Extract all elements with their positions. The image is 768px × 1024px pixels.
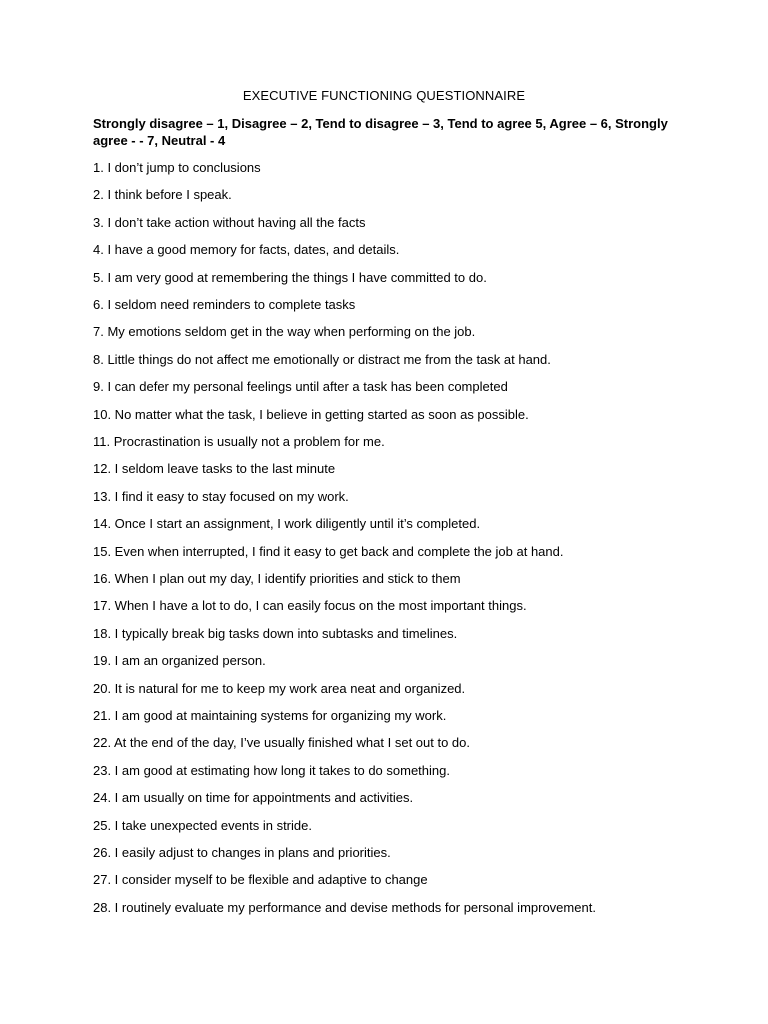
question-item: 11. Procrastination is usually not a problem for me. — [93, 434, 385, 449]
question-item: 18. I typically break big tasks down into subtasks and timelines. — [93, 625, 458, 641]
question-item: 13. I find it easy to stay focused on my work. — [93, 488, 349, 504]
question-item: 4. I have a good memory for facts, dates, and details. — [93, 242, 400, 258]
document-title: EXECUTIVE FUNCTIONING QUESTIONNAIRE — [242, 88, 526, 103]
question-item: 25. I take unexpected events in stride. — [93, 817, 312, 833]
question-item: 12. I seldom leave tasks to the last minute — [93, 461, 336, 477]
question-item: 1. I don’t jump to conclusions — [93, 160, 261, 175]
question-item: 2. I think before I speak. — [93, 187, 232, 203]
question-item: 15. Even when interrupted, I find it easy to get back and complete the job at hand. — [93, 543, 564, 559]
question-item: 19. I am an organized person. — [93, 653, 266, 669]
question-item: 3. I don’t take action without having all the facts — [93, 214, 366, 230]
question-item: 17. When I have a lot to do, I can easily focus on the most important things. — [93, 598, 527, 614]
question-item: 14. Once I start an assignment, I work diligently until it’s completed. — [93, 516, 481, 532]
question-item: 23. I am good at estimating how long it takes to do something. — [93, 762, 450, 778]
question-item: 24. I am usually on time for appointments and activities. — [93, 790, 414, 806]
question-item: 8. Little things do not affect me emotionally or distract me from the task at hand. — [93, 351, 551, 367]
rating-scale: Strongly disagree – 1, Disagree – 2, Tend to disagree – 3, Tend to agree 5, Agree – 6, Strongly agree - - 7, Neutral - 4 — [93, 116, 668, 148]
question-item: 20. It is natural for me to keep my work area neat and organized. — [93, 680, 466, 696]
question-item: 26. I easily adjust to changes in plans and priorities. — [93, 845, 391, 860]
question-item: 16. When I plan out my day, I identify priorities and stick to them — [93, 571, 461, 586]
question-item: 28. I routinely evaluate my performance and devise methods for personal improvement. — [93, 899, 596, 915]
question-item: 7. My emotions seldom get in the way when performing on the job. — [93, 324, 476, 340]
question-item: 9. I can defer my personal feelings until after a task has been completed — [93, 379, 508, 395]
question-item: 6. I seldom need reminders to complete tasks — [93, 297, 356, 312]
question-item: 27. I consider myself to be flexible and adaptive to change — [93, 872, 428, 888]
question-item: 5. I am very good at remembering the things I have committed to do. — [93, 269, 487, 285]
question-item: 21. I am good at maintaining systems for organizing my work. — [93, 708, 447, 723]
question-item: 10. No matter what the task, I believe in getting started as soon as possible. — [93, 406, 529, 422]
question-item: 22. At the end of the day, I’ve usually finished what I set out to do. — [93, 735, 470, 751]
